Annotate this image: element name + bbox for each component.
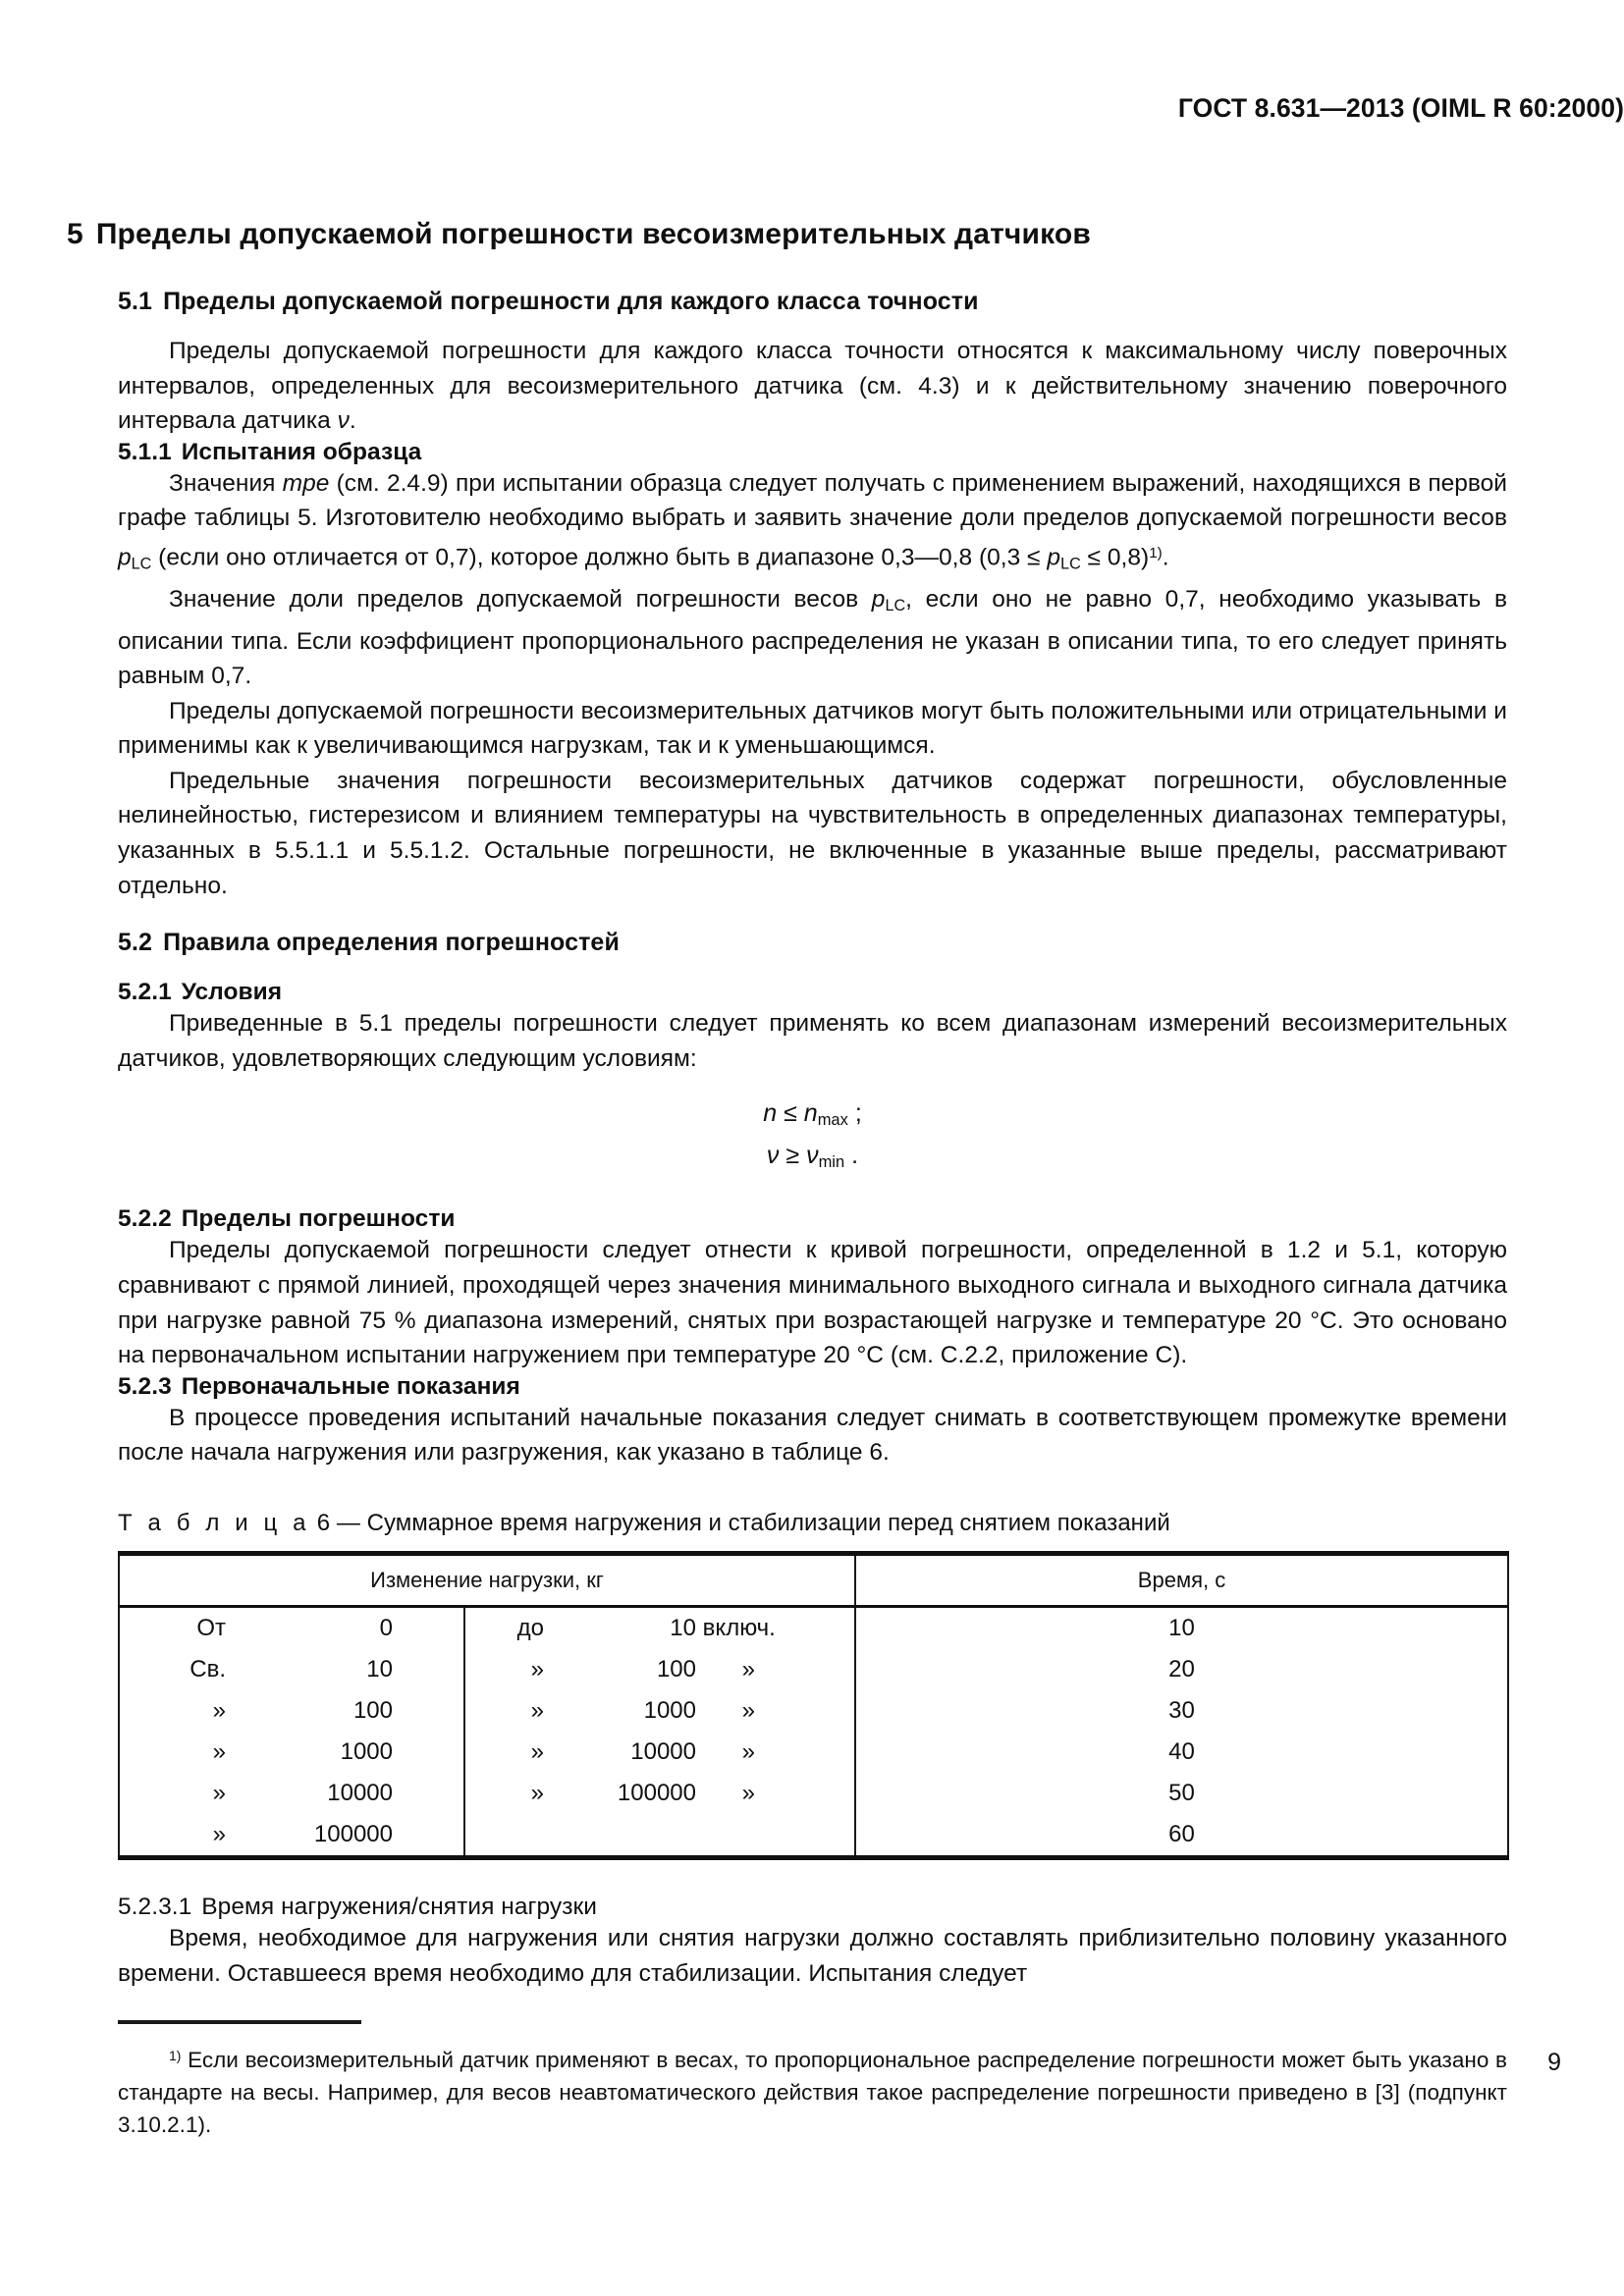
cell-to-tail: » [741,1779,755,1806]
table-header-row [119,1553,1508,1606]
cell-from-value: 100000 [313,1820,393,1847]
cell-to [464,1649,855,1690]
symbol-p-lc-base-2: p [1047,544,1061,571]
paragraph-5-1-1-d: Предельные значения погрешности весоизмерительных датчиков содержат погрешности, обусловленные нелинейностью, гистерезисом и влиянием температуры на чувствительность в определенных диапазонах температуры, указанных в 5.5.1.1 и 5.5.1.2. Остальные погрешности, не включенные в указанные выше пределы, рассматривают отдельно. [118,767,1507,899]
formula-nu-ge-numin [118,1138,1507,1180]
cell-to-tail: » [741,1655,755,1682]
cell-from-label: » [212,1820,226,1847]
cell-from [119,1690,464,1732]
cell-to-label: » [530,1737,544,1765]
formula-block-conditions [118,1095,1507,1180]
formula2-rhs-subscript: min [818,1153,845,1172]
cell-to-tail: включ. [702,1614,776,1641]
paragraph-5-1-1-c: Пределы допускаемой погрешности весоизмерительных датчиков могут быть положительными или отрицательными и применимы как к увеличивающимся нагрузкам, так и к уменьшающимся. [118,697,1507,760]
table-6-caption [118,1510,1507,1537]
symbol-p-lc-subscript-2: LC [1060,555,1081,573]
footnote-marker: 1) [169,2048,182,2064]
table-header-load-change: Изменение нагрузки, кг [119,1553,855,1606]
cell-to [464,1606,855,1649]
p3-text-a: Значение доли пределов допускаемой погрешности весов [169,586,872,614]
cell-from-value: 1000 [340,1737,393,1765]
heading-5-2-2-number: 5.2.2 [118,1205,172,1233]
cell-to-empty [464,1814,855,1858]
formula1-relation: ≤ [784,1099,797,1128]
cell-time: 20 [855,1649,1508,1690]
heading-5-1 [118,288,1507,316]
document-header-standard-id: ГОСТ 8.631—2013 (OIML R 60:2000) [1177,93,1624,123]
heading-5-2-3-number: 5.2.3 [118,1372,172,1400]
cell-to-label: » [530,1696,544,1724]
table-caption-label: Т а б л и ц а [118,1509,311,1536]
table-caption-number: 6 [316,1509,331,1536]
heading-5-1-1 [118,439,1507,466]
formula2-relation: ≥ [785,1142,800,1170]
page-title [67,218,1091,251]
heading-5-1-1-title: Испытания образца [181,438,422,465]
heading-5-1-1-number: 5.1.1 [118,438,172,465]
table-row [119,1649,1508,1690]
cell-from [119,1649,464,1690]
heading-5-2-3 [118,1373,1507,1401]
cell-to [464,1690,855,1732]
heading-5-2-3-1-title: Время нагружения/снятия нагрузки [201,1893,598,1920]
page-number: 9 [1547,2049,1561,2076]
formula2-lhs: ν [766,1142,780,1170]
heading-5-1-number: 5.1 [118,288,153,315]
table-6-header [119,1553,1508,1606]
paragraph-5-2-3-1: Время, необходимое для нагружения или снятия нагрузки должно составлять приблизительно половину указанного времени. Оставшееся время необходимо для стабилизации. Испытания следует [118,1924,1507,1987]
formula1-lhs: n [763,1099,778,1128]
cell-to-value: 100000 [617,1779,696,1806]
cell-time: 10 [855,1606,1508,1649]
heading-5-2-2 [118,1205,1507,1233]
cell-from-label: Св. [189,1655,226,1682]
cell-from [119,1606,464,1649]
cell-time: 50 [855,1773,1508,1814]
heading-5-2-1-number: 5.2.1 [118,979,172,1006]
p2-text-d: ≤ 0,8) [1080,544,1150,571]
section-number-5: 5 [67,218,83,250]
table-header-time: Время, с [855,1553,1508,1606]
table-row [119,1732,1508,1773]
cell-to-label: » [530,1779,544,1806]
p2-text-a: Значения [169,469,283,497]
cell-to-value: 1000 [643,1696,696,1724]
cell-from-value: 0 [379,1614,393,1641]
cell-to-tail: » [741,1737,755,1765]
heading-5-2-1 [118,979,1507,1006]
section-title-5: Пределы допускаемой погрешности весоизмерительных датчиков [95,218,1091,250]
formula1-punctuation: ; [854,1099,862,1128]
formula2-punctuation: . [851,1142,859,1170]
cell-from-value: 10000 [327,1779,393,1806]
term-mpe: mpe [282,469,330,497]
cell-from-value: 100 [352,1696,393,1724]
cell-from-label: От [196,1614,226,1641]
formula-n-le-nmax [118,1095,1507,1138]
p2-text-e: . [1162,544,1169,571]
paragraph-5-1-intro [118,334,1507,439]
symbol-nu: ν [337,407,350,435]
formula2-rhs-base: ν [806,1142,819,1170]
paragraph-5-1-text-b: . [349,407,356,435]
symbol-p-lc-subscript: LC [131,555,152,573]
symbol-p-lc-base: p [118,544,132,571]
heading-5-2 [118,929,1507,957]
p3-text-b: , если оно не равно 0,7, необходимо указывать в описании типа. Если коэффициент пропорционального распределения не указан в описании типа, то его следует принять равным 0,7. [118,586,1508,690]
heading-5-2-3-1 [118,1894,1507,1921]
table-6-loading-stabilization-time [118,1551,1509,1860]
cell-from-label: » [212,1696,226,1724]
footnote-reference-marker: 1) [1149,544,1163,561]
cell-to [464,1773,855,1814]
formula1-rhs-base: n [803,1099,818,1128]
cell-from [119,1773,464,1814]
footnote-text: Если весоизмерительный датчик применяют в весах, то пропорциональное распределение погрешности может быть указано в стандарте на весы. Например, для весов неавтоматического действия такое распределение погрешности приведено в [3] (подпункт 3.10.2.1). [118,2048,1507,2138]
table-row [119,1773,1508,1814]
paragraph-5-2-3: В процессе проведения испытаний начальные показания следует снимать в соответствующем промежутке времени после начала нагружения или разгружения, как указано в таблице 6. [118,1404,1507,1467]
cell-time: 30 [855,1690,1508,1732]
cell-to-value: 100 [656,1655,696,1682]
paragraph-5-2-1: Приведенные в 5.1 пределы погрешности следует применять ко всем диапазонам измерений весоизмерительных датчиков, удовлетворяющих следующим условиям: [118,1010,1507,1072]
cell-time: 40 [855,1732,1508,1773]
table-row [119,1606,1508,1649]
heading-5-2-3-title: Первоначальные показания [181,1372,520,1400]
paragraph-5-2-2: Пределы допускаемой погрешности следует отнести к кривой погрешности, определенной в 1.2 и 5.1, которую сравнивают с прямой линией, проходящей через значения минимального выходного сигнала и выходного сигнала датчика при нагрузке равной 75 % диапазона измерений, снятых при возрастающей нагрузке и температуре 20 °С. Это основано на первоначальном испытании нагружением при температуре 20 °С (см. С.2.2, приложение С). [118,1237,1507,1369]
cell-to-label: до [516,1614,544,1641]
symbol-p-lc-base-3: p [871,586,886,614]
cell-from-label: » [212,1737,226,1765]
cell-to [464,1732,855,1773]
cell-from [119,1814,464,1858]
table-row [119,1814,1508,1858]
p2-text-c: (если оно отличается от 0,7), которое должно быть в диапазоне 0,3—0,8 (0,3 ≤ [151,544,1048,571]
table-row [119,1690,1508,1732]
table-caption-text: Суммарное время нагружения и стабилизации перед снятием показаний [366,1509,1170,1536]
heading-5-2-3-1-number: 5.2.3.1 [118,1893,192,1920]
table-caption-dash: — [336,1509,360,1536]
paragraph-5-1-1-b [118,582,1507,694]
heading-5-2-2-title: Пределы погрешности [181,1205,456,1233]
cell-to-label: » [530,1655,544,1682]
symbol-p-lc-subscript-3: LC [885,596,906,614]
cell-time: 60 [855,1814,1508,1858]
heading-5-2-number: 5.2 [118,929,153,957]
heading-5-2-title: Правила определения погрешностей [163,929,620,957]
cell-to-value: 10000 [630,1737,696,1765]
heading-5-1-title: Пределы допускаемой погрешности для каждого класса точности [163,288,979,315]
p2-text-b: (см. 2.4.9) при испытании образца следует получать с применением выражений, находящихся в первой графе таблицы 5. Изготовителю необходимо выбрать и заявить значение доли пределов допускаемой погрешности весов [118,469,1508,532]
cell-from-label: » [212,1779,226,1806]
cell-to-value: 10 [670,1614,696,1641]
paragraph-5-1-text-a: Пределы допускаемой погрешности для каждого класса точности относятся к максимальному числу поверочных интервалов, определенных для весоизмерительного датчика (см. 4.3) и к действительному значению поверочного интервала датчика [118,338,1507,435]
table-6-body [119,1606,1508,1857]
paragraph-5-1-1-a [118,466,1507,582]
cell-from [119,1732,464,1773]
footnote-1 [118,2040,1507,2141]
formula1-rhs-subscript: max [817,1111,848,1130]
heading-5-2-1-title: Условия [181,979,283,1006]
document-body [118,288,1507,2141]
cell-from-value: 10 [366,1655,393,1682]
cell-to-tail: » [741,1696,755,1724]
